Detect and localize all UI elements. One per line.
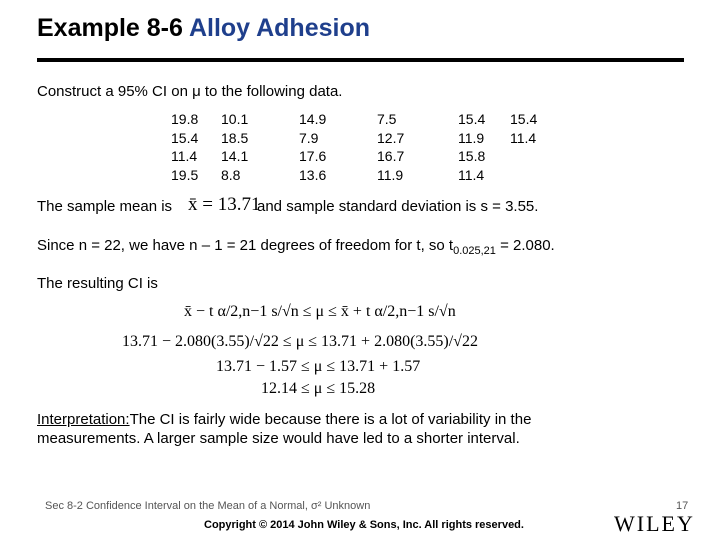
data-cell: 19.8 [171,111,199,127]
data-cell: 14.9 [299,111,327,127]
data-cell: 7.9 [299,129,319,146]
data-cell: 11.9 [377,166,404,183]
data-cell: 11.9 [458,129,485,146]
wiley-logo: WILEY [614,511,695,536]
data-cell: 19.5 [171,166,199,183]
data-cell: 11.4 [171,148,198,164]
ci-result: 12.14 ≤ μ ≤ 15.28 [261,380,376,397]
data-column-4 [377,110,404,184]
data-cell: 13.6 [299,166,327,183]
data-column-2 [221,110,248,184]
data-cell: 18.5 [221,129,249,146]
intro-text: Construct a 95% CI on μ to the following data. [37,83,343,100]
data-cell: 7.5 [377,111,397,127]
mean-line-post: and sample standard deviation is s = 3.55. [257,198,539,215]
ci-formula-general: x̄ − t α/2,n−1 s/√n ≤ μ ≤ x̄ + t α/2,n−1 s/√n [184,303,456,320]
copyright-notice: Copyright © 2014 John Wiley & Sons, Inc. All rights reserved. [204,519,524,531]
dof-line [37,237,555,257]
interpretation-text-2: measurements. A larger sample size would have led to a shorter interval. [37,430,520,447]
data-cell: 15.4 [458,111,486,127]
interpretation [37,410,531,448]
data-cell: 15.4 [171,129,199,146]
data-cell: 15.4 [510,111,538,127]
data-cell: 8.8 [221,166,241,183]
ci-label: The resulting CI is [37,275,158,292]
data-cell: 11.4 [458,166,485,183]
data-column-5 [458,110,485,184]
interpretation-label: Interpretation: [37,411,130,428]
dof-line-pre: Since n = 22, we have n – 1 = 21 degrees of freedom for t, so t [37,237,454,254]
page-number: 17 [676,500,689,512]
ci-formula-simplified: 13.71 − 1.57 ≤ μ ≤ 13.71 + 1.57 [216,358,421,375]
t-subscript: 0.025,21 [453,245,496,257]
ci-formula-substituted: 13.71 − 2.080(3.55)/√22 ≤ μ ≤ 13.71 + 2.080(3.55)/√22 [122,333,478,350]
data-cell: 12.7 [377,129,405,146]
data-cell: 10.1 [221,111,249,127]
title-main: Alloy Adhesion [188,14,370,42]
mean-formula: x̄ = 13.71 [188,194,261,215]
data-cell: 17.6 [299,148,327,164]
mean-line-pre: The sample mean is [37,198,173,215]
interpretation-text-1: The CI is fairly wide because there is a lot of variability in the [129,411,532,428]
data-cell: 16.7 [377,148,405,164]
data-column-3 [299,110,326,184]
data-column-6 [510,110,537,147]
title-prefix: Example 8-6 [37,14,183,42]
data-cell: 11.4 [510,129,537,146]
title-divider [37,58,684,62]
data-column-1 [171,110,198,184]
data-cell: 14.1 [221,148,249,164]
slide-title [37,14,370,43]
dof-line-post: = 2.080. [495,237,555,254]
footer-section: Sec 8-2 Confidence Interval on the Mean of a Normal, σ² Unknown [45,500,371,512]
data-cell: 15.8 [458,148,486,164]
